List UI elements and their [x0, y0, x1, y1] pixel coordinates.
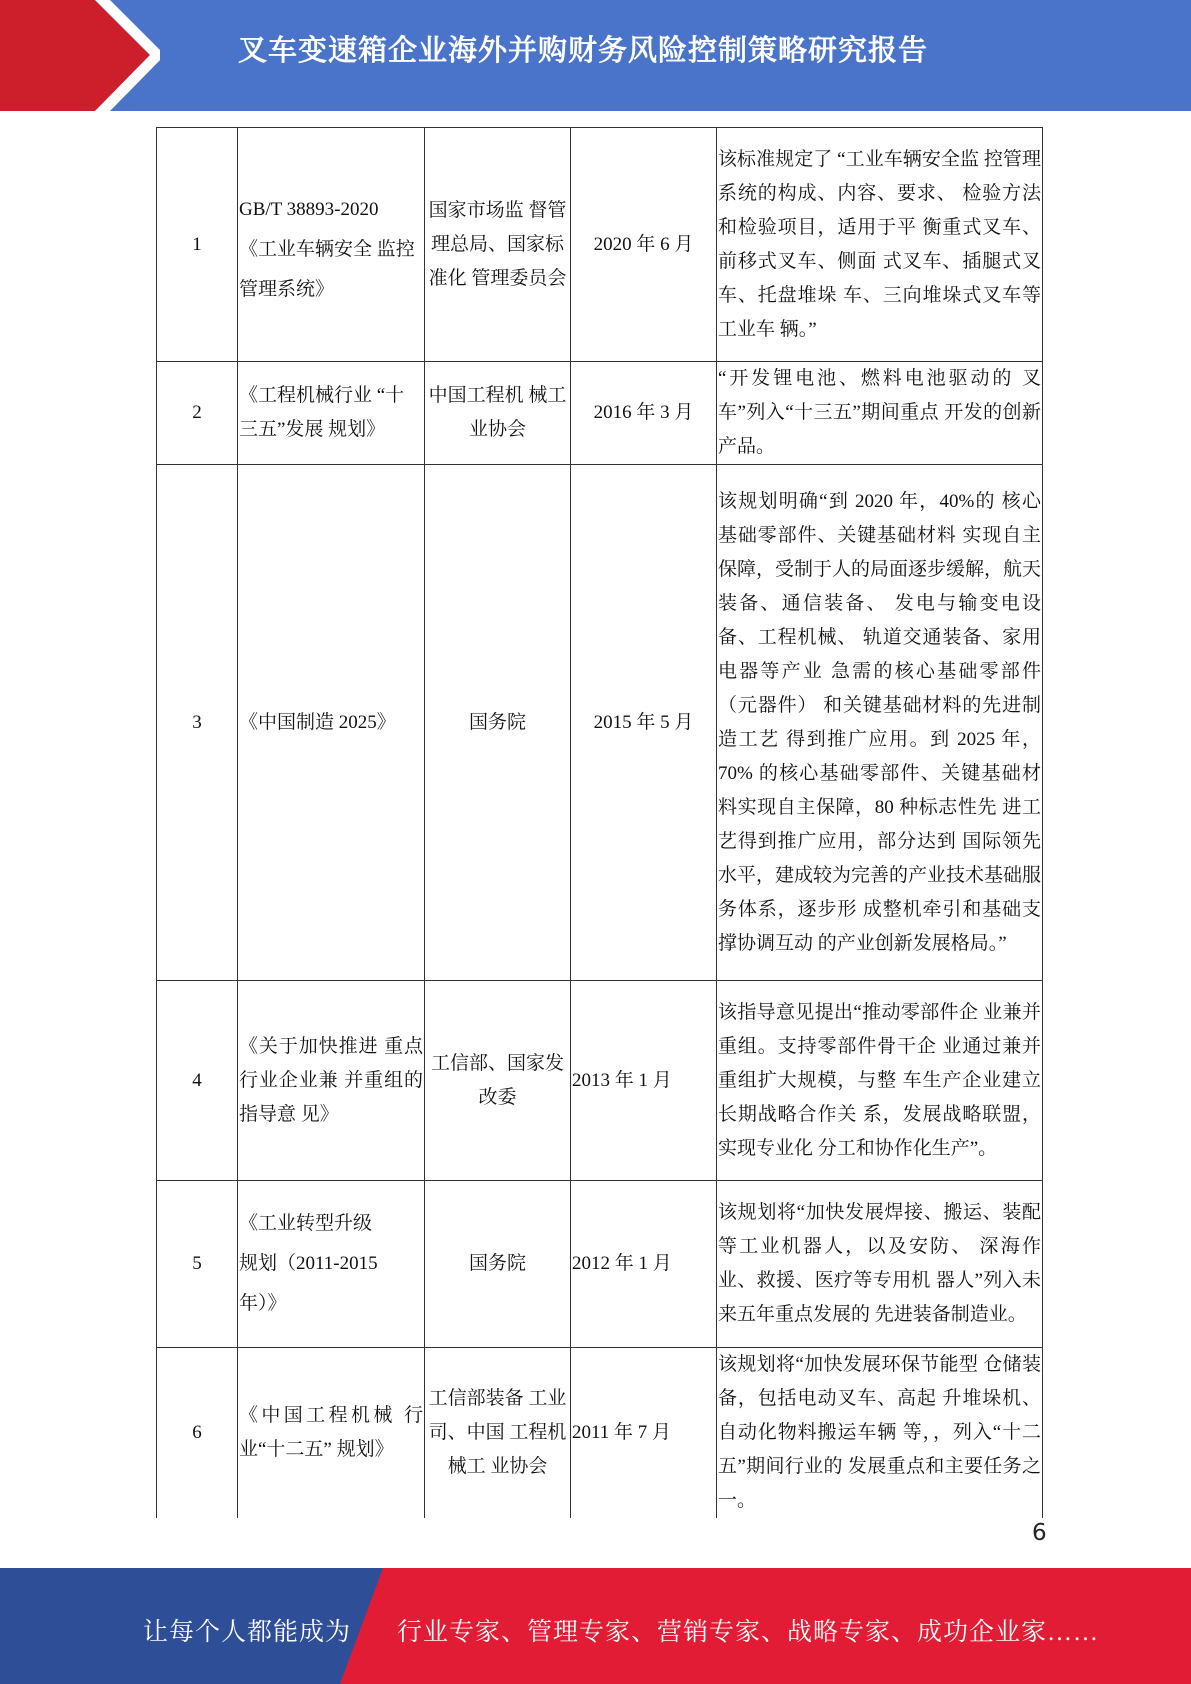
row-number: 6: [157, 1348, 238, 1519]
policy-code: GB/T 38893-2020: [239, 198, 379, 220]
page-number: 6: [1032, 1520, 1047, 1546]
table-row: [157, 465, 1043, 981]
policy-name: 《中国制造 2025》: [238, 465, 425, 981]
issue-date: 2015 年 5 月: [571, 465, 717, 981]
footer-slogan-right: 行业专家、管理专家、营销专家、战略专家、成功企业家……: [397, 1619, 1100, 1646]
footer-slogan-left: 让每个人都能成为: [143, 1619, 352, 1646]
policy-table: [156, 127, 1043, 1518]
report-title: 叉车变速箱企业海外并购财务风险控制策略研究报告: [238, 33, 929, 67]
policy-name: 《工程机械行业 “十三五”发展 规划》: [238, 362, 425, 465]
issuing-org: 国务院: [425, 1181, 571, 1348]
policy-description: 该规划将“加快发展环保节能型 仓储装备，包括电动叉车、高起 升堆垛机、自动化物料搬运车辆 等，，列入“十二五”期间行业的 发展重点和主要任务之一。: [717, 1348, 1043, 1519]
policy-name: [238, 128, 425, 362]
issuing-org: 中国工程机 械工业协会: [425, 362, 571, 465]
row-number: 1: [157, 128, 238, 362]
table-row: [157, 128, 1043, 362]
issue-date: 2011 年 7 月: [571, 1348, 717, 1519]
table-row: [157, 362, 1043, 465]
policy-description: 该指导意见提出“推动零部件企 业兼并重组。支持零部件骨干企 业通过兼并重组扩大规模，与整 车生产企业建立长期战略合作关 系，发展战略联盟，实现专业化 分工和协作化生产”。: [717, 981, 1043, 1181]
issuing-org: 工信部、国家发改委: [425, 981, 571, 1181]
policy-name: 《关于加快推进 重点行业企业兼 并重组的指导意 见》: [238, 981, 425, 1181]
row-number: 5: [157, 1181, 238, 1348]
policy-name: 《中国工程机械 行业“十二五” 规划》: [238, 1348, 425, 1519]
policy-description: 该规划明确“到 2020 年，40%的 核心基础零部件、关键基础材料 实现自主保障，受制于人的局面逐步缓解，航天装备、通信装备、 发电与输变电设备、工程机械、 轨道交通装备、家用电器等产业 急需的核心基础零部件（元器件） 和关键基础材料的先进制造工艺 得到推广应用。到 2025 年，70% 的核心基础零部件、关键基础材 料实现自主保障，80 种标志性先 进工艺得到推广应用，部分达到 国际领先水平，建成较为完善的产业技术基础服务体系，逐步形 成整机牵引和基础支撑协调互动 的产业创新发展格局。”: [717, 465, 1043, 981]
table-row: [157, 1348, 1043, 1519]
policy-name: [238, 1181, 425, 1348]
policy-description: “开发锂电池、燃料电池驱动的 叉车”列入“十三五”期间重点 开发的创新产品。: [717, 362, 1043, 465]
issuing-org: 国务院: [425, 465, 571, 981]
issue-date: 2016 年 3 月: [571, 362, 717, 465]
table-row: [157, 981, 1043, 1181]
row-number: 2: [157, 362, 238, 465]
policy-title: 《工业车辆安全 监控管理系统》: [239, 238, 415, 300]
issue-date: 2012 年 1 月: [571, 1181, 717, 1348]
row-number: 4: [157, 981, 238, 1181]
issue-date: 2020 年 6 月: [571, 128, 717, 362]
row-number: 3: [157, 465, 238, 981]
policy-description: 该标准规定了 “工业车辆安全监 控管理系统的构成、内容、要求、 检验方法和检验项目，适用于平 衡重式叉车、前移式叉车、侧面 式叉车、插腿式叉车、托盘堆垛 车、三向堆垛式叉车等工业车 辆。”: [717, 128, 1043, 362]
policy-name-line: 年）》: [239, 1293, 287, 1314]
issuing-org: 工信部装备 工业司、中国 工程机械工 业协会: [425, 1348, 571, 1519]
issuing-org: 国家市场监 督管理总局、国家标准化 管理委员会: [425, 128, 571, 362]
issue-date: 2013 年 1 月: [571, 981, 717, 1181]
table-row: [157, 1181, 1043, 1348]
policy-name-line: 《工业转型升级: [239, 1213, 373, 1234]
policy-description: 该规划将“加快发展焊接、搬运、装配等工业机器人，以及安防、 深海作业、救援、医疗等专用机 器人”列入未来五年重点发展的 先进装备制造业。: [717, 1181, 1043, 1348]
policy-name-line: 规划（2011-2015: [239, 1253, 378, 1274]
